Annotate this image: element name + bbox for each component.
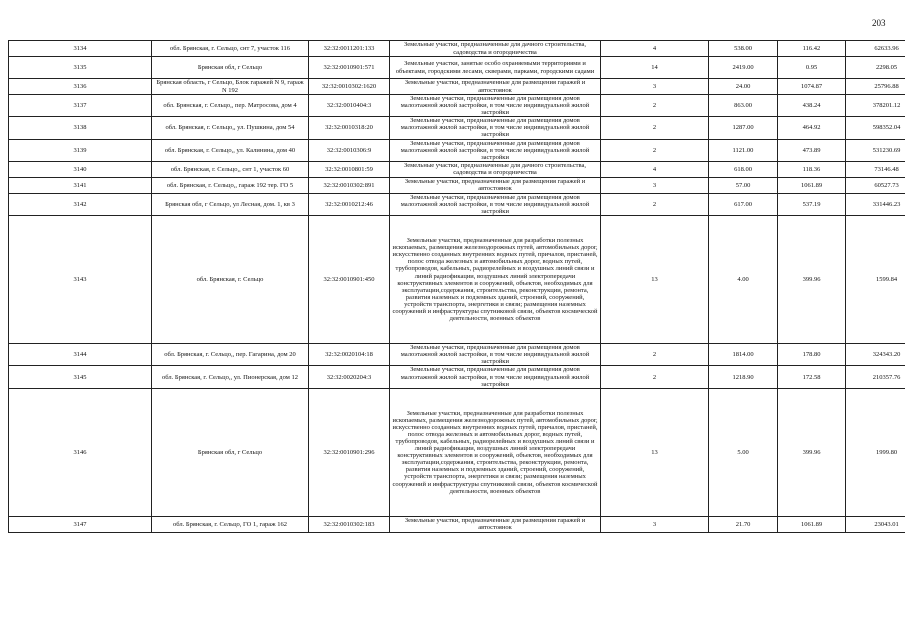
area-cell: 1218.90 bbox=[709, 366, 778, 388]
area-cell: 2419.00 bbox=[709, 57, 778, 79]
area-cell: 617.00 bbox=[709, 193, 778, 215]
cadastral-value-cell: 25796.88 bbox=[846, 79, 905, 95]
table-body bbox=[9, 41, 905, 533]
address-cell: Брянская обл, г Сельцо bbox=[152, 388, 309, 516]
area-cell: 618.00 bbox=[709, 161, 778, 177]
table-row bbox=[9, 516, 905, 532]
row-number-cell: 3138 bbox=[9, 117, 152, 139]
address-cell: обл. Брянская, г. Сельцо bbox=[152, 216, 309, 344]
row-number-cell: 3142 bbox=[9, 193, 152, 215]
area-cell: 1121.00 bbox=[709, 139, 778, 161]
cadastral-value-cell: 324343.20 bbox=[846, 344, 905, 366]
table-row bbox=[9, 193, 905, 215]
cadastral-number-cell: 32:32:0011201:133 bbox=[309, 41, 390, 57]
category-cell: 2 bbox=[601, 344, 709, 366]
address-cell: обл. Брянская, г. Сельцо,, пер. Гагарина, дом 20 bbox=[152, 344, 309, 366]
table-row bbox=[9, 57, 905, 79]
specific-value-cell: 537.19 bbox=[778, 193, 846, 215]
category-cell: 14 bbox=[601, 57, 709, 79]
specific-value-cell: 118.36 bbox=[778, 161, 846, 177]
cadastral-number-cell: 32:32:0010306:9 bbox=[309, 139, 390, 161]
specific-value-cell: 438.24 bbox=[778, 95, 846, 117]
cadastral-value-cell: 1599.84 bbox=[846, 216, 905, 344]
land-use-cell: Земельные участки, предназначенные для размещения домов малоэтажной жилой застройки, в том числе индивидуальной жилой застройки bbox=[390, 193, 601, 215]
specific-value-cell: 172.58 bbox=[778, 366, 846, 388]
cadastral-value-cell: 531230.69 bbox=[846, 139, 905, 161]
address-cell: Брянская обл, г Сельцо bbox=[152, 57, 309, 79]
area-cell: 21.70 bbox=[709, 516, 778, 532]
table-row bbox=[9, 117, 905, 139]
cadastral-number-cell: 32:32:0020204:3 bbox=[309, 366, 390, 388]
table-row bbox=[9, 161, 905, 177]
category-cell: 4 bbox=[601, 161, 709, 177]
area-cell: 538.00 bbox=[709, 41, 778, 57]
row-number-cell: 3139 bbox=[9, 139, 152, 161]
cadastral-value-cell: 378201.12 bbox=[846, 95, 905, 117]
address-cell: обл. Брянская, г. Сельцо, ГО 1, гараж 162 bbox=[152, 516, 309, 532]
category-cell: 13 bbox=[601, 216, 709, 344]
address-cell: обл. Брянская, г. Сельцо,, гараж 192 тер. ГО 5 bbox=[152, 177, 309, 193]
address-cell: обл. Брянская, г. Сельцо,, снт 1, участок 60 bbox=[152, 161, 309, 177]
land-use-cell: Земельные участки, предназначенные для дачного строительства, садоводства и огородничества bbox=[390, 161, 601, 177]
land-use-cell: Земельные участки, предназначенные для разработки полезных ископаемых, размещения железнодорожных путей, автомобильных дорог, искусственно созданных внутренних водных путей, причалов, пристаней, полос отвода железных и автомобильных дорог, водных путей, трубопроводов, кабельных, радиорелейных и воздушных линий связи и линий радиофикации, воздушных линий электропередачи конструктивных элементов и сооружений, объектов, необходимых для эксплуатации,содержания, строительства, реконструкции, ремонта, развития наземных и подземных зданий, строений, сооружений, устройств транспорта, энергетики и связи; размещения наземных сооружений и инфраструктуры спутниковой связи, объектов космической деятельности, военных объектов bbox=[390, 216, 601, 344]
category-cell: 3 bbox=[601, 516, 709, 532]
category-cell: 2 bbox=[601, 117, 709, 139]
cadastral-number-cell: 32:32:0010404:3 bbox=[309, 95, 390, 117]
cadastral-value-cell: 73146.48 bbox=[846, 161, 905, 177]
category-cell: 13 bbox=[601, 388, 709, 516]
land-use-cell: Земельные участки, предназначенные для размещения гаражей и автостоянок bbox=[390, 516, 601, 532]
land-use-cell: Земельные участки, предназначенные для размещения гаражей и автостоянок bbox=[390, 177, 601, 193]
table-row bbox=[9, 216, 905, 344]
cadastral-number-cell: 32:32:0010318:20 bbox=[309, 117, 390, 139]
cadastral-number-cell: 32:32:0010901:296 bbox=[309, 388, 390, 516]
area-cell: 57.00 bbox=[709, 177, 778, 193]
table-row bbox=[9, 95, 905, 117]
row-number-cell: 3145 bbox=[9, 366, 152, 388]
specific-value-cell: 399.96 bbox=[778, 216, 846, 344]
cadastral-value-cell: 331446.23 bbox=[846, 193, 905, 215]
land-use-cell: Земельные участки, предназначенные для размещения домов малоэтажной жилой застройки, в том числе индивидуальной жилой застройки bbox=[390, 95, 601, 117]
specific-value-cell: 1074.87 bbox=[778, 79, 846, 95]
address-cell: обл. Брянская, г. Сельцо,, ул. Калинина, дом 40 bbox=[152, 139, 309, 161]
specific-value-cell: 0.95 bbox=[778, 57, 846, 79]
address-cell: Брянская область, г Сельцо, Блок гаражей N 9, гараж N 192 bbox=[152, 79, 309, 95]
row-number-cell: 3147 bbox=[9, 516, 152, 532]
specific-value-cell: 178.80 bbox=[778, 344, 846, 366]
land-use-cell: Земельные участки, предназначенные для размещения гаражей и автостоянок bbox=[390, 79, 601, 95]
cadastral-number-cell: 32:32:0020104:18 bbox=[309, 344, 390, 366]
cadastral-value-cell: 2298.05 bbox=[846, 57, 905, 79]
category-cell: 2 bbox=[601, 366, 709, 388]
row-number-cell: 3136 bbox=[9, 79, 152, 95]
cadastral-value-cell: 23043.01 bbox=[846, 516, 905, 532]
category-cell: 2 bbox=[601, 139, 709, 161]
cadastral-number-cell: 32:32:0010801:59 bbox=[309, 161, 390, 177]
table-row bbox=[9, 41, 905, 57]
table-row bbox=[9, 177, 905, 193]
specific-value-cell: 116.42 bbox=[778, 41, 846, 57]
land-use-cell: Земельные участки, предназначенные для размещения домов малоэтажной жилой застройки, в том числе индивидуальной жилой застройки bbox=[390, 139, 601, 161]
land-use-cell: Земельные участки, предназначенные для размещения домов малоэтажной жилой застройки, в том числе индивидуальной жилой застройки bbox=[390, 117, 601, 139]
table-row bbox=[9, 139, 905, 161]
area-cell: 1287.00 bbox=[709, 117, 778, 139]
row-number-cell: 3141 bbox=[9, 177, 152, 193]
specific-value-cell: 1061.89 bbox=[778, 177, 846, 193]
category-cell: 2 bbox=[601, 193, 709, 215]
land-use-cell: Земельные участки, предназначенные для дачного строительства, садоводства и огородничества bbox=[390, 41, 601, 57]
land-use-cell: Земельные участки, предназначенные для размещения домов малоэтажной жилой застройки, в том числе индивидуальной жилой застройки bbox=[390, 344, 601, 366]
area-cell: 4.00 bbox=[709, 216, 778, 344]
row-number-cell: 3143 bbox=[9, 216, 152, 344]
cadastral-number-cell: 32:32:0010901:450 bbox=[309, 216, 390, 344]
area-cell: 863.00 bbox=[709, 95, 778, 117]
table-row bbox=[9, 366, 905, 388]
cadastral-number-cell: 32:32:0010302:183 bbox=[309, 516, 390, 532]
area-cell: 5.00 bbox=[709, 388, 778, 516]
cadastral-number-cell: 32:32:0010302:891 bbox=[309, 177, 390, 193]
address-cell: обл. Брянская, г. Сельцо, снт 7, участок 116 bbox=[152, 41, 309, 57]
row-number-cell: 3134 bbox=[9, 41, 152, 57]
land-register-table bbox=[8, 40, 905, 533]
cadastral-value-cell: 62633.96 bbox=[846, 41, 905, 57]
category-cell: 3 bbox=[601, 79, 709, 95]
specific-value-cell: 464.92 bbox=[778, 117, 846, 139]
area-cell: 1814.00 bbox=[709, 344, 778, 366]
cadastral-number-cell: 32:32:0010212:46 bbox=[309, 193, 390, 215]
cadastral-number-cell: 32:32:0010901:571 bbox=[309, 57, 390, 79]
address-cell: обл. Брянская, г. Сельцо,, ул. Пушкина, дом 54 bbox=[152, 117, 309, 139]
cadastral-value-cell: 60527.73 bbox=[846, 177, 905, 193]
address-cell: обл. Брянская, г. Сельцо,, пер. Матросова, дом 4 bbox=[152, 95, 309, 117]
land-use-cell: Земельные участки, занятые особо охраняемыми территориями и объектами, городскими лесами, скверами, парками, городскими садами bbox=[390, 57, 601, 79]
row-number-cell: 3137 bbox=[9, 95, 152, 117]
table-row bbox=[9, 344, 905, 366]
page-number: 203 bbox=[872, 18, 886, 28]
area-cell: 24.00 bbox=[709, 79, 778, 95]
address-cell: обл. Брянская, г. Сельцо,, ул. Пионерская, дом 12 bbox=[152, 366, 309, 388]
specific-value-cell: 1061.89 bbox=[778, 516, 846, 532]
table-row bbox=[9, 388, 905, 516]
category-cell: 2 bbox=[601, 95, 709, 117]
table-row bbox=[9, 79, 905, 95]
address-cell: Брянская обл, г Сельцо, ул Лесная, дом. 1, кв 3 bbox=[152, 193, 309, 215]
category-cell: 3 bbox=[601, 177, 709, 193]
cadastral-value-cell: 598352.04 bbox=[846, 117, 905, 139]
cadastral-value-cell: 1999.80 bbox=[846, 388, 905, 516]
category-cell: 4 bbox=[601, 41, 709, 57]
land-use-cell: Земельные участки, предназначенные для разработки полезных ископаемых, размещения железнодорожных путей, автомобильных дорог, искусственно созданных внутренних водных путей, причалов, пристаней, полос отвода железных и автомобильных дорог, водных путей, трубопроводов, кабельных, радиорелейных и воздушных линий связи и линий радиофикации, воздушных линий электропередачи конструктивных элементов и сооружений, объектов, необходимых для эксплуатации,содержания, строительства, реконструкции, ремонта, развития наземных и подземных зданий, строений, сооружений, устройств транспорта, энергетики и связи; размещения наземных сооружений и инфраструктуры спутниковой связи, объектов космической деятельности, военных объектов bbox=[390, 388, 601, 516]
row-number-cell: 3146 bbox=[9, 388, 152, 516]
cadastral-value-cell: 210357.76 bbox=[846, 366, 905, 388]
row-number-cell: 3144 bbox=[9, 344, 152, 366]
cadastral-number-cell: 32:32:0010302:1620 bbox=[309, 79, 390, 95]
land-use-cell: Земельные участки, предназначенные для размещения домов малоэтажной жилой застройки, в том числе индивидуальной жилой застройки bbox=[390, 366, 601, 388]
specific-value-cell: 473.89 bbox=[778, 139, 846, 161]
row-number-cell: 3135 bbox=[9, 57, 152, 79]
row-number-cell: 3140 bbox=[9, 161, 152, 177]
specific-value-cell: 399.96 bbox=[778, 388, 846, 516]
